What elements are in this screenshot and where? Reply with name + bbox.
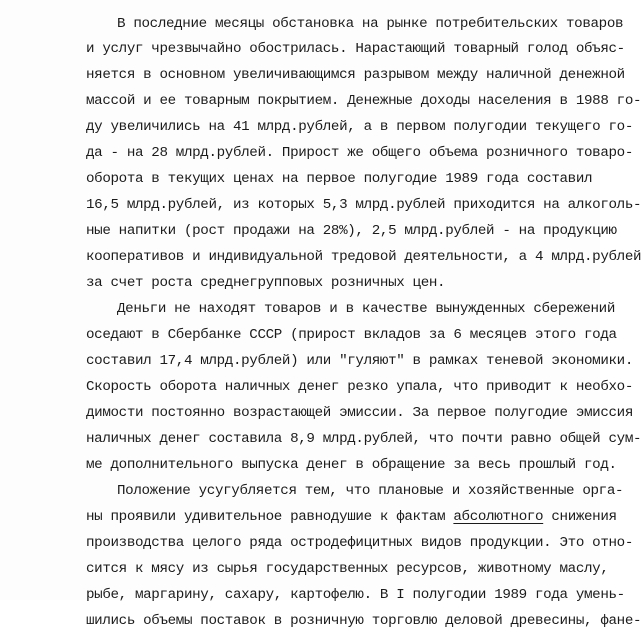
underlined-word: абсолютного: [453, 509, 544, 525]
paragraph-2-line-4: Скорость оборота наличных денег резко упала, что приводит к необхо-: [86, 379, 633, 395]
paragraph-3-line-4: сится к мясу из сырья государственных ресурсов, животному маслу,: [86, 561, 609, 577]
paragraph-3-line-2: [86, 508, 617, 526]
paragraph-2-line-5: димости постоянно возрастающей эмиссии. За первое полугодие эмиссия: [86, 405, 633, 421]
paragraph-3-line-2-start: ны проявили удивительное равнодушие к фактам: [86, 509, 454, 525]
paragraph-3-line-1: Положение усугубляется тем, что плановые и хозяйственные орга-: [117, 483, 624, 499]
paragraph-1-line-7: оборота в текущих ценах на первое полугодие 1989 года составил: [86, 171, 593, 187]
paragraph-1-line-11: за счет роста среднегрупповых розничных цен.: [86, 275, 446, 291]
paragraph-1-line-9: ные напитки (рост продажи на 28%), 2,5 млрд.рублей - на продукцию: [86, 223, 617, 239]
paragraph-3-line-3: производства целого ряда остродефицитных видов продукции. Это отно-: [86, 535, 633, 551]
paragraph-3-line-6: шились объемы поставок в розничную торговлю деловой древесины, фане-: [86, 613, 641, 629]
paragraph-2-line-3: составил 17,4 млрд.рублей) или "гуляют" в рамках теневой экономики.: [86, 353, 633, 369]
paragraph-1-line-10: кооперативов и индивидуальной тредовой деятельности, а 4 млрд.рублей: [86, 249, 641, 265]
paragraph-2-line-7: ме дополнительного выпуска денег в обращение за весь прошлый год.: [86, 457, 617, 473]
paragraph-1-line-5: ду увеличились на 41 млрд.рублей, а в первом полугодии текущего го-: [86, 119, 633, 135]
paragraph-1-line-6: да - на 28 млрд.рублей. Прирост же общего объема розничного товаро-: [86, 145, 633, 161]
paragraph-1-line-4: массой и ее товарным покрытием. Денежные доходы населения в 1988 го-: [86, 93, 641, 109]
paragraph-3-line-5: рыбе, маргарину, сахару, картофелю. В I полугодии 1989 года умень-: [86, 587, 625, 603]
paragraph-1-line-3: няется в основном увеличивающимся разрывом между наличной денежной: [86, 67, 625, 83]
paragraph-1-line-1: В последние месяцы обстановка на рынке потребительских товаров: [117, 16, 624, 32]
paragraph-3-line-2-end: снижения: [543, 509, 617, 525]
paragraph-2-line-1: Деньги не находят товаров и в качестве вынужденных сбережений: [117, 301, 615, 317]
paragraph-2-line-2: оседают в Сбербанке СССР (прирост вкладов за 6 месяцев этого года: [86, 327, 617, 343]
paragraph-1-line-2: и услуг чрезвычайно обострилась. Нарастающий товарный голод объяс-: [86, 41, 625, 57]
paragraph-1-line-8: 16,5 млрд.рублей, из которых 5,3 млрд.рублей приходится на алкоголь-: [86, 197, 641, 213]
paragraph-2-line-6: наличных денег составила 8,9 млрд.рублей, что почти равно общей сум-: [86, 431, 641, 447]
